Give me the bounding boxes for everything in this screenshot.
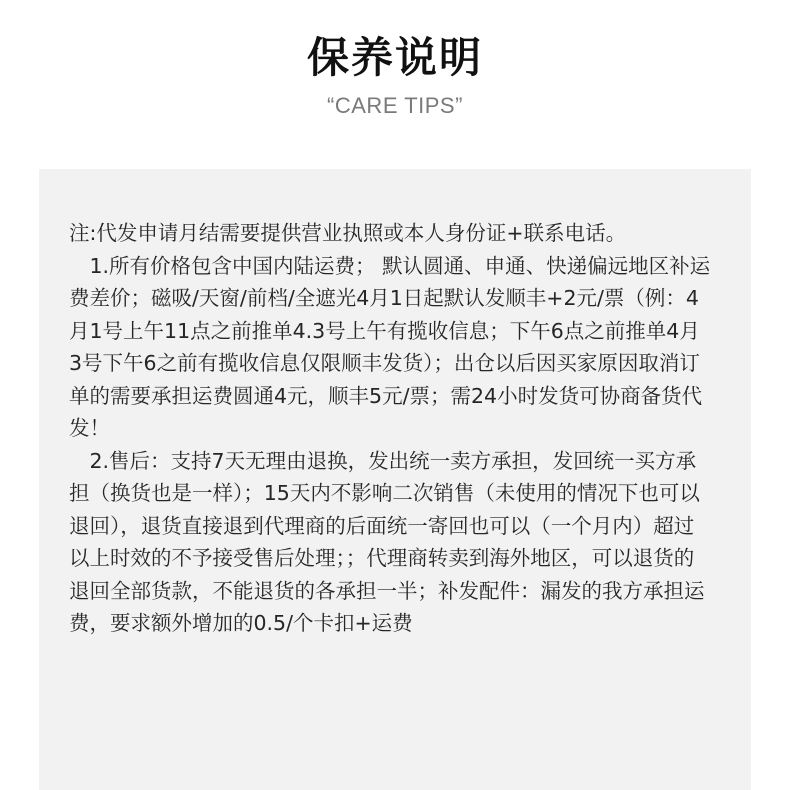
note-paragraph: 注:代发申请月结需要提供营业执照或本人身份证+联系电话。: [69, 221, 627, 245]
header: [0, 30, 790, 120]
care-tips-panel: [39, 169, 751, 790]
page-title: 保养说明: [306, 33, 483, 82]
page-subtitle: “CARE TIPS”: [327, 93, 463, 118]
pricing-paragraph: 1.所有价格包含中国内陆运费； 默认圆通、申通、快递偏远地区补运费差价；磁吸/天窗/前档/全遮光4月1日起默认发顺丰+2元/票（例：4月1号上午11点之前推单4.3号上午有揽收信息；下午6点之前推单4月3号下午6之前有揽收信息仅限顺丰发货）；出仓以后因买家原因取消订单的需要承担运费圆通4元，顺丰5元/票；需24小时发货可协商备货代发！: [69, 253, 711, 440]
after-sales-paragraph: 2.售后：支持7天无理由退换，发出统一卖方承担，发回统一买方承担（换货也是一样）；15天内不影响二次销售（未使用的情况下也可以退回），退货直接退到代理商的后面统一寄回也可以（一个月内）超过以上时效的不予接受售后处理；；代理商转卖到海外地区，可以退货的退回全部货款，不能退货的各承担一半；补发配件：漏发的我方承担运费，要求额外增加的0.5/个卡扣+运费: [69, 448, 705, 635]
